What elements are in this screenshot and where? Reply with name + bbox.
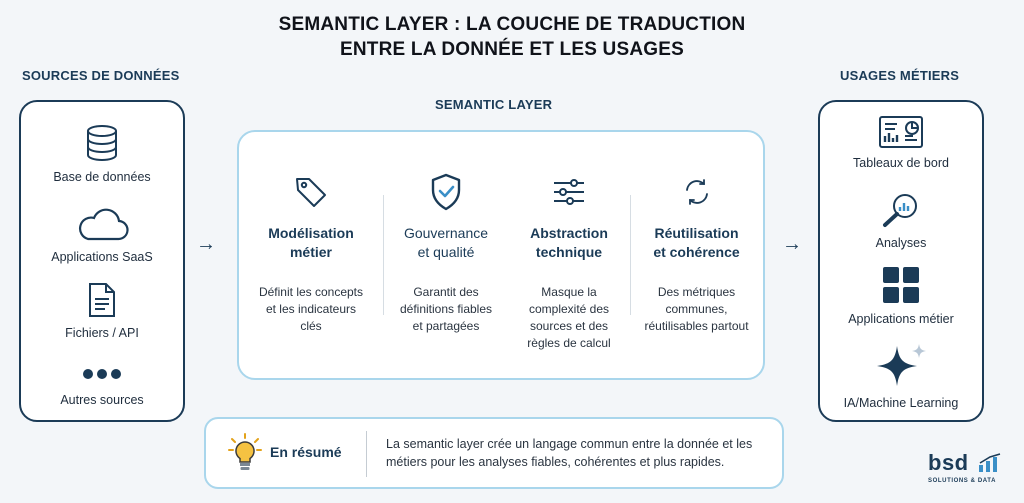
column-description: Définit les concepts et les indicateurs clés	[258, 285, 364, 333]
usage-label: IA/Machine Learning	[843, 396, 959, 410]
magnifier-chart-icon	[882, 192, 920, 228]
usage-label: Analyses	[875, 236, 927, 250]
arrow-right-icon: →	[196, 233, 216, 255]
tag-icon	[293, 174, 329, 210]
source-item-database	[21, 124, 183, 184]
column-description: Des métriques communes, réutilisables partout	[644, 285, 749, 333]
sliders-icon	[552, 177, 586, 207]
source-label: Autres sources	[60, 393, 144, 407]
lightbulb-icon	[228, 433, 262, 473]
grid-icon	[882, 266, 920, 304]
arrow-right-icon: →	[782, 233, 802, 255]
usage-item-dashboards	[820, 116, 982, 170]
source-item-saas	[21, 206, 183, 264]
sources-panel	[19, 100, 185, 422]
column-title: Modélisation métier	[268, 225, 354, 260]
sparkle-icon	[875, 342, 927, 388]
logo-chart-icon	[978, 453, 1002, 473]
semantic-column-gouvernance	[383, 132, 509, 378]
semantic-layer-box	[237, 130, 765, 380]
logo-name: bsd	[928, 450, 969, 475]
summary-divider	[366, 431, 367, 477]
source-label: Base de données	[53, 170, 151, 184]
dots-icon	[81, 367, 123, 381]
semantic-column-modelisation	[239, 132, 383, 378]
summary-text: La semantic layer crée un langage commun entre la donnée et les métiers pour les analyses fiables, cohérentes et plus rapides.	[386, 437, 753, 469]
logo-tagline: SOLUTIONS & DATA	[928, 478, 997, 484]
column-title: Gouvernance et qualité	[403, 225, 489, 260]
column-description: Masque la complexité des sources et des règles de calcul	[527, 285, 611, 350]
refresh-icon	[682, 177, 712, 207]
usages-heading: USAGES MÉTIERS	[840, 68, 960, 83]
title-line-2: ENTRE LA DONNÉE ET LES USAGES	[340, 39, 684, 60]
semantic-column-reutilisation	[630, 132, 763, 378]
page-title	[0, 12, 1024, 62]
semantic-layer-heading: SEMANTIC LAYER	[435, 97, 553, 112]
document-icon	[88, 282, 116, 318]
shield-check-icon	[429, 173, 463, 211]
usages-panel	[818, 100, 984, 422]
source-label: Fichiers / API	[65, 326, 139, 340]
source-item-other	[21, 367, 183, 407]
semantic-column-abstraction	[509, 132, 629, 378]
usage-label: Tableaux de bord	[853, 156, 949, 170]
usage-item-applications	[820, 266, 982, 326]
usage-label: Applications métier	[848, 312, 954, 326]
summary-box	[204, 417, 784, 489]
dashboard-icon	[879, 116, 923, 148]
bsd-logo	[928, 450, 1008, 490]
source-label: Applications SaaS	[51, 250, 153, 264]
usage-item-ia	[820, 342, 982, 410]
sources-heading: SOURCES DE DONNÉES	[22, 68, 180, 83]
source-item-files	[21, 282, 183, 340]
column-title: Abstraction technique	[530, 225, 608, 260]
database-icon	[85, 124, 119, 162]
cloud-icon	[74, 206, 130, 242]
usage-item-analyses	[820, 192, 982, 250]
title-line-1: SEMANTIC LAYER : LA COUCHE DE TRADUCTION	[278, 14, 746, 35]
summary-title: En résumé	[270, 444, 342, 460]
column-description: Garantit des définitions fiables et partagées	[399, 285, 493, 333]
column-title: Réutilisation et cohérence	[653, 225, 740, 260]
